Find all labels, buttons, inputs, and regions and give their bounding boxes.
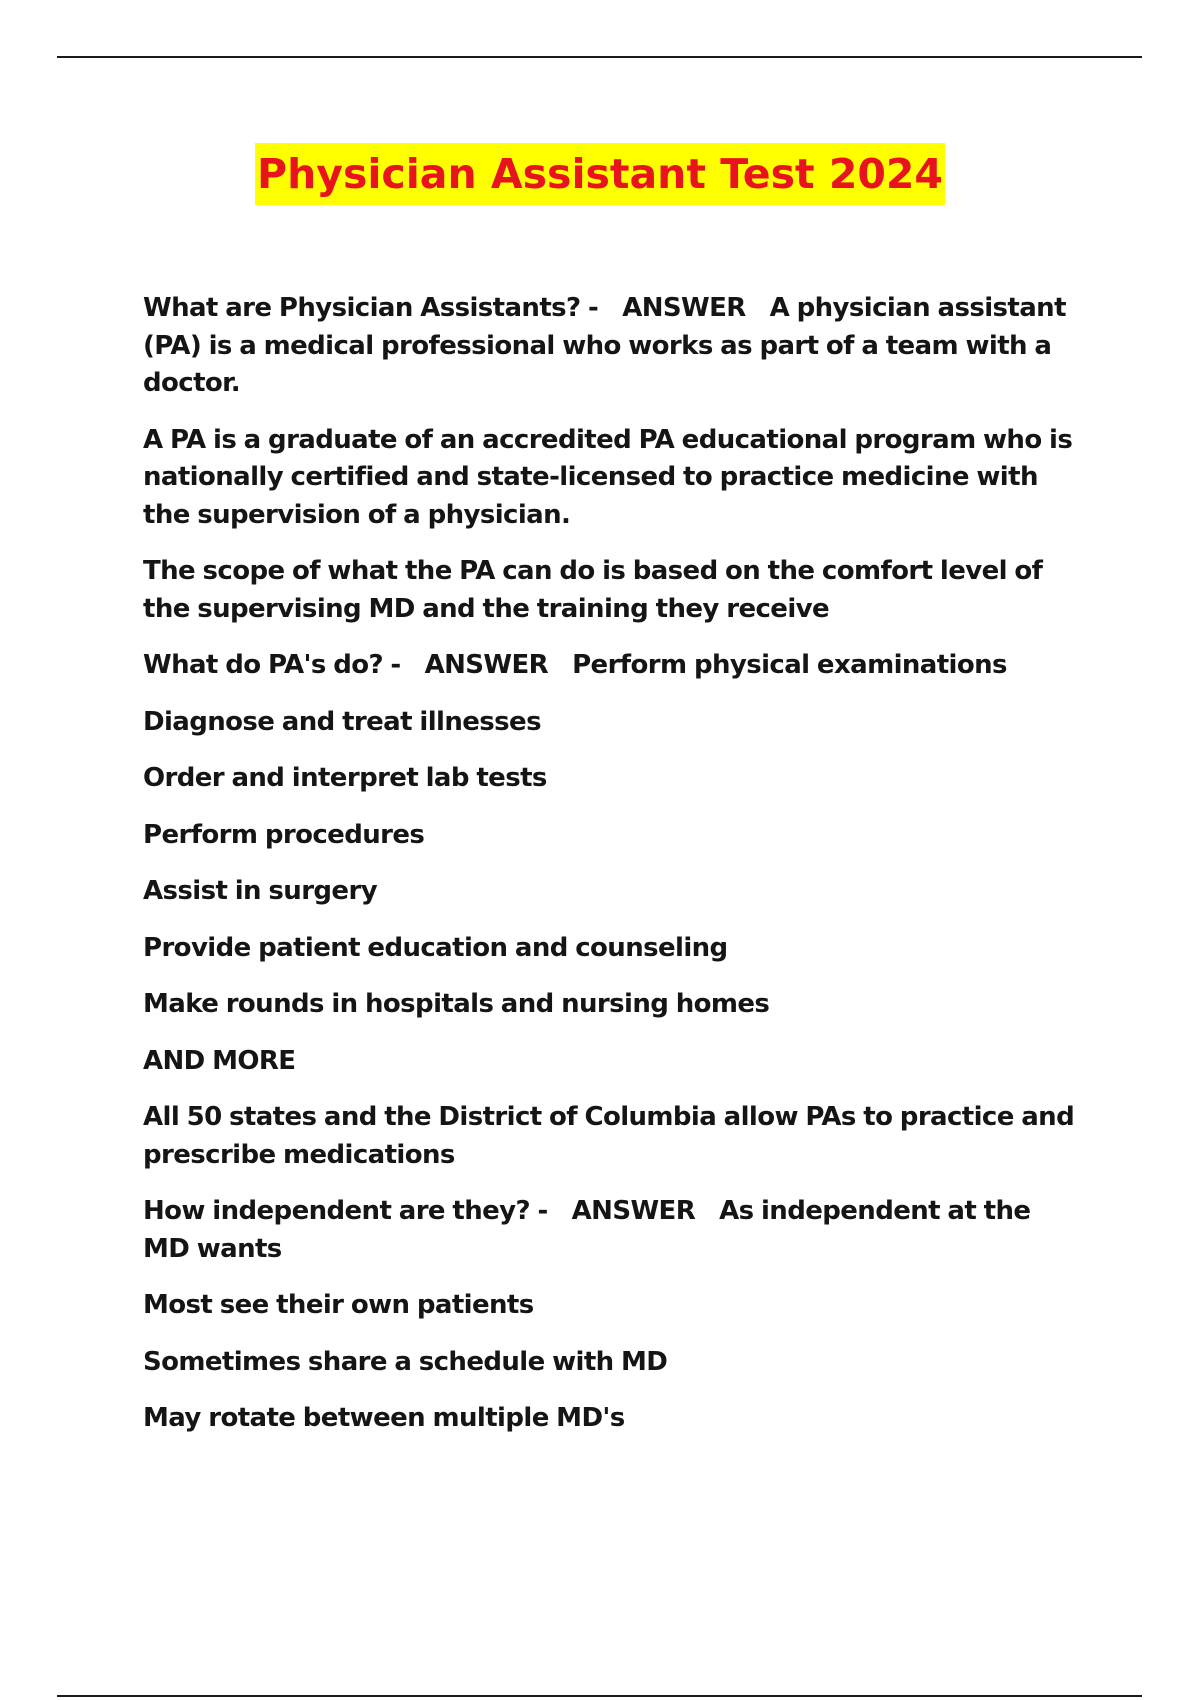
- paragraph: A PA is a graduate of an accredited PA educational program who is nationally certified and state-licensed to practice medicine with the supervision of a physician.: [143, 424, 1073, 530]
- footer-rule: [57, 1695, 1142, 1697]
- answer-text: A physician assistant (PA) is a medical professional who works as part of a team with a doctor.: [143, 293, 1066, 398]
- paragraph: Perform procedures: [143, 819, 425, 850]
- question-text: How independent are they? -: [143, 1196, 548, 1226]
- answer-text: Perform physical examinations: [572, 650, 1007, 680]
- question-text: What do PA's do? -: [143, 650, 401, 680]
- paragraph: Provide patient education and counseling: [143, 932, 728, 963]
- qa-block: [143, 647, 1083, 685]
- paragraph: Most see their own patients: [143, 1290, 534, 1320]
- paragraph: Assist in surgery: [143, 876, 378, 906]
- page-title: Physician Assistant Test 2024: [255, 143, 945, 205]
- paragraph: All 50 states and the District of Columbia allow PAs to practice and prescribe medications: [143, 1102, 1075, 1170]
- qa-block: [143, 1193, 1083, 1268]
- title-container: [0, 143, 1200, 205]
- paragraph: Diagnose and treat illnesses: [143, 706, 541, 737]
- paragraph: Order and interpret lab tests: [143, 763, 547, 793]
- header-rule: [57, 56, 1142, 58]
- paragraph: Make rounds in hospitals and nursing homes: [143, 989, 770, 1019]
- paragraph: AND MORE: [143, 1045, 296, 1076]
- answer-marker: ANSWER: [424, 650, 549, 680]
- question-text: What are Physician Assistants? -: [143, 293, 599, 323]
- answer-marker: ANSWER: [622, 293, 746, 323]
- paragraph: May rotate between multiple MD's: [143, 1403, 625, 1433]
- answer-marker: ANSWER: [571, 1196, 696, 1226]
- document-body: [143, 290, 1083, 1457]
- answer-text: As independent at the MD wants: [143, 1196, 1031, 1264]
- paragraph: Sometimes share a schedule with MD: [143, 1346, 668, 1377]
- qa-block: [143, 290, 1083, 403]
- paragraph: The scope of what the PA can do is based on the comfort level of the supervising MD and the training they receive: [143, 556, 1043, 624]
